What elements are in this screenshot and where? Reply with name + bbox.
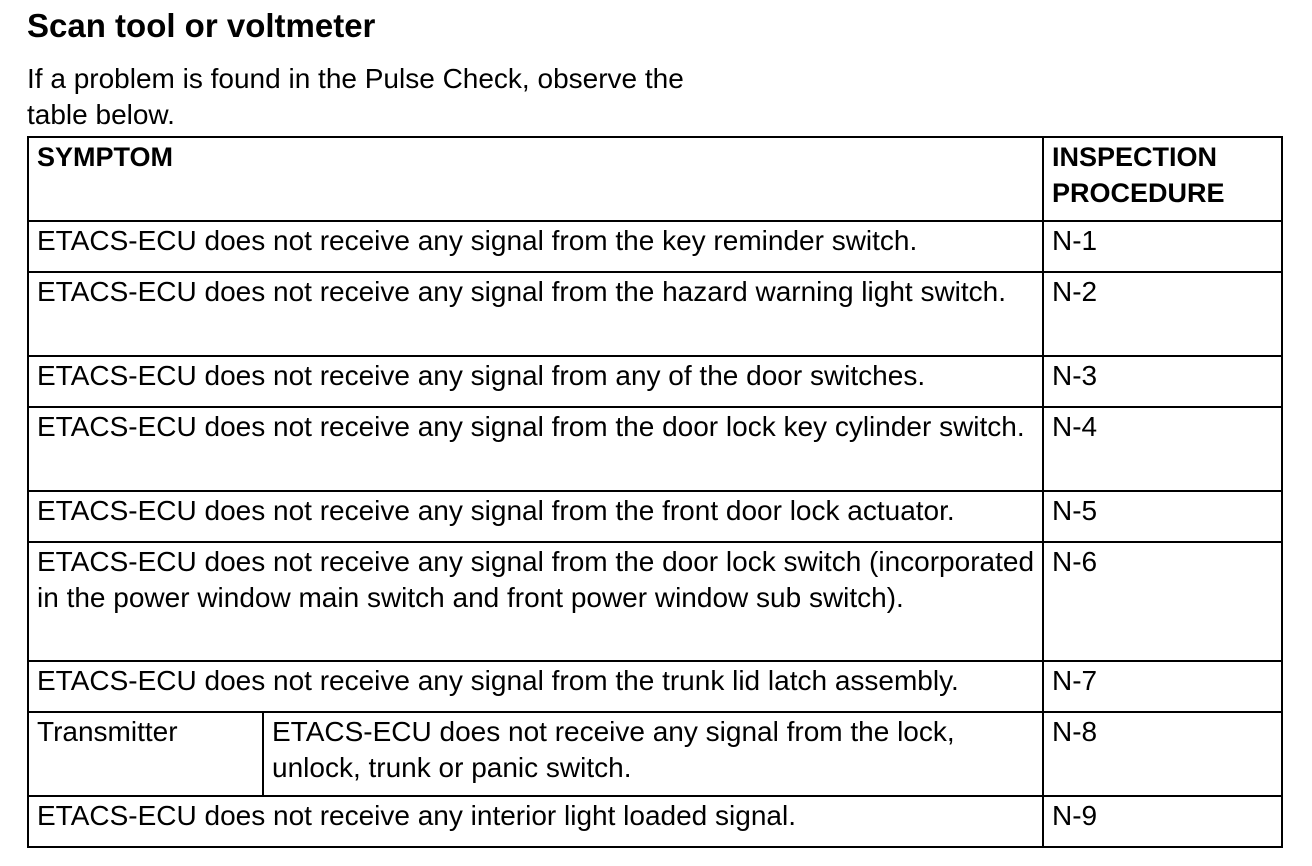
header-procedure-line: PROCEDURE bbox=[1052, 178, 1225, 208]
symptom-cell: ETACS-ECU does not receive any signal from the door lock key cylinder switch. bbox=[28, 407, 1043, 491]
table-row bbox=[28, 407, 1282, 491]
procedure-cell: N-8 bbox=[1043, 712, 1282, 796]
table-row bbox=[28, 542, 1282, 661]
table-row bbox=[28, 796, 1282, 847]
procedure-cell: N-7 bbox=[1043, 661, 1282, 712]
symptom-cell: ETACS-ECU does not receive any interior light loaded signal. bbox=[28, 796, 1043, 847]
symptom-cell: ETACS-ECU does not receive any signal from any of the door switches. bbox=[28, 356, 1043, 407]
table-header-row bbox=[28, 137, 1282, 221]
header-procedure-line: INSPECTION bbox=[1052, 142, 1218, 172]
intro-line: If a problem is found in the Pulse Check, observe the bbox=[27, 63, 684, 94]
symptom-cell: ETACS-ECU does not receive any signal from the lock, unlock, trunk or panic switch. bbox=[263, 712, 1043, 796]
symptom-cell: ETACS-ECU does not receive any signal from the trunk lid latch assembly. bbox=[28, 661, 1043, 712]
category-cell: Transmitter bbox=[28, 712, 263, 796]
symptom-cell: ETACS-ECU does not receive any signal from the door lock switch (incorporated in the power window main switch and front power window sub switch). bbox=[28, 542, 1043, 661]
procedure-cell: N-2 bbox=[1043, 272, 1282, 356]
page-heading: Scan tool or voltmeter bbox=[27, 7, 376, 44]
table-row bbox=[28, 712, 1282, 796]
symptom-cell: ETACS-ECU does not receive any signal from the key reminder switch. bbox=[28, 221, 1043, 272]
symptom-table bbox=[27, 136, 1283, 848]
procedure-cell: N-4 bbox=[1043, 407, 1282, 491]
symptom-cell: ETACS-ECU does not receive any signal from the front door lock actuator. bbox=[28, 491, 1043, 542]
table-row bbox=[28, 356, 1282, 407]
intro-line: table below. bbox=[27, 99, 175, 130]
header-symptom: SYMPTOM bbox=[28, 137, 1043, 221]
procedure-cell: N-1 bbox=[1043, 221, 1282, 272]
symptom-cell: ETACS-ECU does not receive any signal from the hazard warning light switch. bbox=[28, 272, 1043, 356]
procedure-cell: N-6 bbox=[1043, 542, 1282, 661]
intro-text bbox=[27, 61, 787, 133]
procedure-cell: N-3 bbox=[1043, 356, 1282, 407]
header-inspection-procedure bbox=[1043, 137, 1282, 221]
procedure-cell: N-5 bbox=[1043, 491, 1282, 542]
table-row bbox=[28, 272, 1282, 356]
table-row bbox=[28, 491, 1282, 542]
procedure-cell: N-9 bbox=[1043, 796, 1282, 847]
table-row bbox=[28, 221, 1282, 272]
table-row bbox=[28, 661, 1282, 712]
